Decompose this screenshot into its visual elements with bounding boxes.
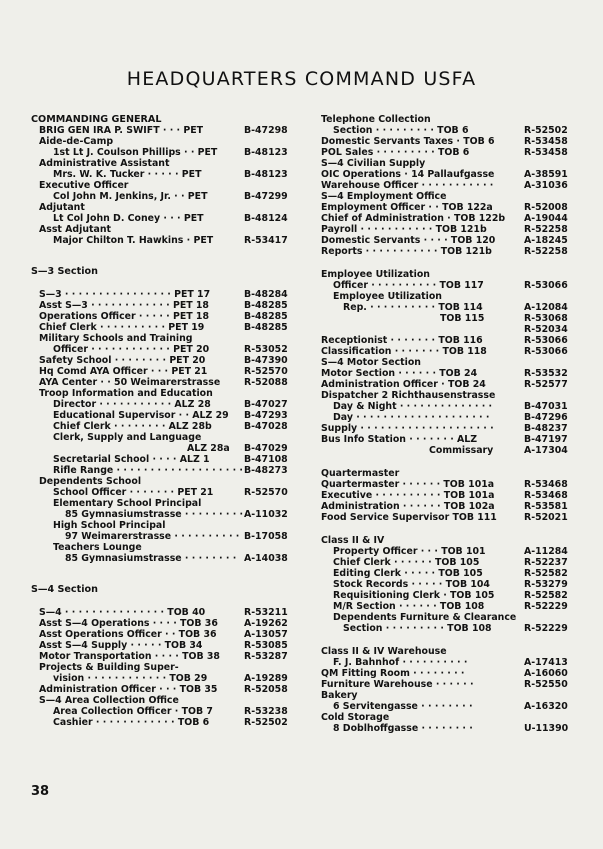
phone-number: B-48124: [244, 213, 288, 224]
directory-entry: [31, 465, 289, 476]
directory-entry: [31, 487, 289, 498]
phone-number: A-19044: [524, 213, 568, 224]
entry-label: Executive · · · · · · · · · · TOB 101a: [321, 490, 495, 501]
entry-label: Operations Officer · · · · · PET 18: [39, 311, 209, 322]
entry-label: Safety School · · · · · · · · PET 20: [39, 355, 206, 366]
entry-label: ALZ 28a: [187, 443, 230, 454]
directory-entry: [31, 322, 289, 333]
directory-entry: [317, 125, 571, 136]
entry-label: Educational Supervisor · · ALZ 29: [53, 410, 229, 421]
phone-number: R-52058: [244, 684, 288, 695]
entry-label: Dependents Furniture & Clearance: [333, 612, 517, 623]
phone-number: A-11032: [244, 509, 288, 520]
entry-label: Administration Officer · TOB 24: [321, 379, 486, 390]
directory-entry: [31, 377, 289, 388]
phone-number: R-53468: [524, 479, 568, 490]
directory-entry: [31, 651, 289, 662]
spacer: [317, 456, 571, 468]
entry-label: Telephone Collection: [321, 114, 431, 125]
entry-label: Administrative Assistant: [39, 158, 170, 169]
phone-number: B-47298: [244, 125, 288, 136]
phone-number: R-53468: [524, 490, 568, 501]
entry-label: Commissary: [429, 445, 494, 456]
phone-number: R-53066: [524, 346, 568, 357]
entry-label: S—4 Employment Office: [321, 191, 447, 202]
phone-number: R-53211: [244, 607, 288, 618]
entry-label: Officer · · · · · · · · · · TOB 117: [333, 280, 484, 291]
entry-label: Dispatcher 2 Richthausenstrasse: [321, 390, 496, 401]
directory-entry: [317, 501, 571, 512]
entry-label: School Officer · · · · · · · PET 21: [53, 487, 214, 498]
section-heading: S—4 Section: [31, 584, 98, 595]
phone-number: B-47299: [244, 191, 288, 202]
entry-label: Mrs. W. K. Tucker · · · · · PET: [53, 169, 202, 180]
spacer: [317, 257, 571, 269]
directory-entry: [31, 235, 289, 246]
entry-label: S—3 · · · · · · · · · · · · · · · · PET 17: [39, 289, 211, 300]
page-title: HEADQUARTERS COMMAND USFA: [126, 68, 477, 90]
entry-label: Director · · · · · · · · · · · ALZ 28: [53, 399, 211, 410]
entry-label: M/R Section · · · · · · TOB 108: [333, 601, 485, 612]
directory-entry: [31, 311, 289, 322]
phone-number: U-11390: [524, 723, 569, 734]
phone-number: R-53581: [524, 501, 568, 512]
entry-label: Class II & IV: [321, 535, 385, 546]
directory-entry: [31, 224, 289, 235]
section-heading: COMMANDING GENERAL: [31, 114, 162, 125]
phone-number: B-48285: [244, 300, 288, 311]
entry-label: 6 Servitengasse · · · · · · · ·: [333, 701, 473, 712]
directory-entry: [31, 180, 289, 191]
directory-entry: [317, 601, 571, 612]
entry-label: 8 Doblhoffgasse · · · · · · · ·: [333, 723, 473, 734]
entry-label: Rifle Range · · · · · · · · · · · · · · · · · · ·: [53, 465, 243, 476]
directory-entry: [317, 213, 571, 224]
directory-entry: [317, 657, 571, 668]
directory-entry: [317, 291, 571, 302]
entry-label: Chief Clerk · · · · · · · · · · PET 19: [39, 322, 205, 333]
directory-entry: [317, 468, 571, 479]
directory-entry: [31, 399, 289, 410]
directory-entry: [317, 390, 571, 401]
directory-entry: [317, 445, 571, 456]
entry-label: F. J. Bahnhof · · · · · · · · · ·: [333, 657, 468, 668]
directory-entry: [317, 313, 571, 324]
directory-entry: [317, 147, 571, 158]
entry-label: Section · · · · · · · · · TOB 108: [343, 623, 492, 634]
entry-label: Stock Records · · · · · TOB 104: [333, 579, 490, 590]
directory-entry: [31, 213, 289, 224]
directory-entry: [31, 147, 289, 158]
phone-number: R-52008: [524, 202, 568, 213]
entry-label: AYA Center · · 50 Weimarerstrasse: [39, 377, 221, 388]
directory-entry: [317, 535, 571, 546]
phone-number: B-47293: [244, 410, 288, 421]
phone-number: R-53052: [244, 344, 288, 355]
directory-entry: [31, 553, 289, 564]
entry-label: Chief of Administration · TOB 122b: [321, 213, 506, 224]
phone-number: R-53068: [524, 313, 568, 324]
directory-entry: [31, 191, 289, 202]
directory-entry: [317, 712, 571, 723]
entry-label: TOB 115: [440, 313, 485, 324]
phone-number: B-47029: [244, 443, 288, 454]
directory-entry: [31, 125, 289, 136]
phone-number: B-48273: [244, 465, 288, 476]
phone-number: R-53085: [244, 640, 288, 651]
directory-entry: [317, 434, 571, 445]
directory-entry: [317, 401, 571, 412]
entry-label: Troop Information and Education: [39, 388, 213, 399]
phone-number: B-47296: [524, 412, 568, 423]
entry-label: Rep. · · · · · · · · · · TOB 114: [343, 302, 483, 313]
directory-entry: [31, 202, 289, 213]
directory-entry: [31, 684, 289, 695]
directory-entry: [31, 498, 289, 509]
entry-label: Military Schools and Training: [39, 333, 193, 344]
entry-label: Area Collection Officer · TOB 7: [53, 706, 213, 717]
entry-label: Bus Info Station · · · · · · · ALZ: [321, 434, 478, 445]
directory-entry: [31, 618, 289, 629]
entry-label: Motor Transportation · · · · TOB 38: [39, 651, 220, 662]
phone-number: R-52237: [524, 557, 568, 568]
entry-label: Executive Officer: [39, 180, 129, 191]
directory-entry: [31, 333, 289, 344]
directory-entry: [317, 202, 571, 213]
phone-number: B-48285: [244, 322, 288, 333]
directory-entry: [317, 668, 571, 679]
entry-label: Payroll · · · · · · · · · · · TOB 121b: [321, 224, 487, 235]
entry-label: vision · · · · · · · · · · · · TOB 29: [53, 673, 208, 684]
directory-entry: [31, 695, 289, 706]
entry-label: Domestic Servants Taxes · TOB 6: [321, 136, 495, 147]
directory-entry: [317, 324, 571, 335]
phone-number: A-19289: [244, 673, 288, 684]
spacer: [31, 246, 289, 266]
phone-number: R-52550: [524, 679, 568, 690]
directory-entry: [317, 546, 571, 557]
entry-label: High School Principal: [53, 520, 166, 531]
entry-label: Reports · · · · · · · · · · · TOB 121b: [321, 246, 492, 257]
phone-number: A-16320: [524, 701, 568, 712]
entry-label: Elementary School Principal: [53, 498, 202, 509]
directory-entry: [31, 344, 289, 355]
directory-entry: [317, 557, 571, 568]
entry-label: Domestic Servants · · · · TOB 120: [321, 235, 496, 246]
entry-label: Projects & Building Super-: [39, 662, 179, 673]
entry-label: Asst S—4 Operations · · · · TOB 36: [39, 618, 218, 629]
phone-number: R-52502: [524, 125, 568, 136]
section-heading: S—3 Section: [31, 266, 98, 277]
directory-entry: [317, 191, 571, 202]
entry-label: Warehouse Officer · · · · · · · · · · ·: [321, 180, 494, 191]
directory-entry: [317, 136, 571, 147]
phone-number: R-53287: [244, 651, 288, 662]
directory-entry: [31, 662, 289, 673]
phone-number: B-48285: [244, 311, 288, 322]
spacer: [317, 634, 571, 646]
directory-entry: [31, 531, 289, 542]
directory-entry: [317, 679, 571, 690]
entry-label: 85 Gymnasiumstrasse · · · · · · · ·: [65, 553, 237, 564]
phone-number: R-52570: [244, 487, 288, 498]
phone-number: B-48237: [524, 423, 568, 434]
entry-label: S—4 · · · · · · · · · · · · · · · TOB 40: [39, 607, 206, 618]
directory-entry: [31, 289, 289, 300]
directory-entry: [31, 673, 289, 684]
entry-label: Editing Clerk · · · · · TOB 105: [333, 568, 483, 579]
phone-number: A-19262: [244, 618, 288, 629]
phone-number: A-31036: [524, 180, 568, 191]
entry-label: Classification · · · · · · · TOB 118: [321, 346, 487, 357]
page-number: 38: [31, 784, 50, 799]
directory-entry: [317, 423, 571, 434]
entry-label: Aide-de-Camp: [39, 136, 114, 147]
directory-entry: [317, 412, 571, 423]
directory-entry: [317, 158, 571, 169]
directory-entry: [31, 476, 289, 487]
directory-entry: [317, 490, 571, 501]
entry-label: Receptionist · · · · · · · TOB 116: [321, 335, 483, 346]
directory-entry: [317, 302, 571, 313]
directory-entry: [317, 512, 571, 523]
directory-entry: [317, 224, 571, 235]
phone-number: R-52577: [524, 379, 568, 390]
directory-entry: [317, 579, 571, 590]
entry-label: POL Sales · · · · · · · · · TOB 6: [321, 147, 470, 158]
phone-number: R-53458: [524, 136, 568, 147]
entry-label: Major Chilton T. Hawkins · PET: [53, 235, 214, 246]
directory-entry: [31, 169, 289, 180]
spacer: [31, 277, 289, 289]
phone-number: R-53417: [244, 235, 288, 246]
directory-entry: [31, 640, 289, 651]
entry-label: Asst S—4 Supply · · · · · TOB 34: [39, 640, 203, 651]
phone-number: R-52502: [244, 717, 288, 728]
entry-label: Administration · · · · · · TOB 102a: [321, 501, 495, 512]
entry-label: Day & Night · · · · · · · · · · · · · ·: [333, 401, 493, 412]
directory-entry: [317, 368, 571, 379]
entry-label: Chief Clerk · · · · · · TOB 105: [333, 557, 480, 568]
directory-entry: [317, 269, 571, 280]
phone-number: R-52258: [524, 246, 568, 257]
phone-number: A-17304: [524, 445, 568, 456]
spacer: [31, 595, 289, 607]
entry-label: Property Officer · · · TOB 101: [333, 546, 486, 557]
phone-number: A-17413: [524, 657, 568, 668]
directory-entry: [317, 590, 571, 601]
phone-number: B-47027: [244, 399, 288, 410]
directory-entry: [317, 623, 571, 634]
phone-number: R-52088: [244, 377, 288, 388]
entry-label: Bakery: [321, 690, 358, 701]
entry-label: S—4 Civilian Supply: [321, 158, 426, 169]
phone-number: B-47197: [524, 434, 568, 445]
directory-entry: [317, 723, 571, 734]
directory-entry: [317, 357, 571, 368]
phone-number: B-47108: [244, 454, 288, 465]
phone-number: R-53279: [524, 579, 568, 590]
directory-entry: [31, 443, 289, 454]
directory-entry: [31, 454, 289, 465]
entry-label: Motor Section · · · · · · TOB 24: [321, 368, 478, 379]
directory-entry: [317, 246, 571, 257]
entry-label: Clerk, Supply and Language: [53, 432, 202, 443]
entry-label: 97 Weimarerstrasse · · · · · · · · · ·: [65, 531, 240, 542]
entry-label: Cashier · · · · · · · · · · · · TOB 6: [53, 717, 210, 728]
entry-label: 1st Lt J. Coulson Phillips · · PET: [53, 147, 218, 158]
entry-label: Teachers Lounge: [53, 542, 142, 553]
entry-label: Section · · · · · · · · · TOB 6: [333, 125, 469, 136]
phone-number: R-52570: [244, 366, 288, 377]
entry-label: S—4 Area Collection Office: [39, 695, 179, 706]
directory-entry: [31, 158, 289, 169]
phone-number: B-17058: [244, 531, 288, 542]
phone-number: R-52021: [524, 512, 568, 523]
right-column: [317, 114, 571, 734]
phone-number: R-53532: [524, 368, 568, 379]
directory-entry: [31, 421, 289, 432]
directory-entry: [317, 701, 571, 712]
directory-entry: [317, 335, 571, 346]
entry-label: Officer · · · · · · · · · · · · PET 20: [53, 344, 210, 355]
directory-entry: [317, 235, 571, 246]
phone-number: B-48284: [244, 289, 288, 300]
phone-number: A-18245: [524, 235, 568, 246]
entry-label: OIC Operations · 14 Pallaufgasse: [321, 169, 495, 180]
phone-number: R-52258: [524, 224, 568, 235]
directory-entry: [317, 690, 571, 701]
phone-number: R-52229: [524, 601, 568, 612]
entry-label: Day · · · · · · · · · · · · · · · · · · · ·: [333, 412, 490, 423]
directory-entry: [31, 136, 289, 147]
entry-label: Quartermaster · · · · · · TOB 101a: [321, 479, 495, 490]
directory-entry: [31, 542, 289, 553]
directory-entry: [317, 180, 571, 191]
phone-number: B-47031: [524, 401, 568, 412]
left-column: [31, 114, 289, 728]
phone-number: R-53458: [524, 147, 568, 158]
entry-label: Secretarial School · · · · ALZ 1: [53, 454, 210, 465]
phone-number: R-52582: [524, 590, 568, 601]
entry-label: Cold Storage: [321, 712, 390, 723]
directory-entry: [31, 432, 289, 443]
entry-label: Lt Col John D. Coney · · · PET: [53, 213, 204, 224]
phone-number: R-53238: [244, 706, 288, 717]
entry-label: S—4 Motor Section: [321, 357, 421, 368]
directory-entry: [31, 607, 289, 618]
entry-label: Class II & IV Warehouse: [321, 646, 447, 657]
entry-label: Dependents School: [39, 476, 142, 487]
directory-entry: [31, 706, 289, 717]
directory-entry: [31, 366, 289, 377]
phone-number: A-11284: [524, 546, 568, 557]
phone-number: B-48123: [244, 147, 288, 158]
entry-label: Asst S—3 · · · · · · · · · · · · PET 18: [39, 300, 209, 311]
entry-label: Employment Officer · · TOB 122a: [321, 202, 493, 213]
entry-label: Chief Clerk · · · · · · · · ALZ 28b: [53, 421, 212, 432]
directory-entry: [317, 169, 571, 180]
entry-label: Asst Adjutant: [39, 224, 111, 235]
directory-entry: [317, 280, 571, 291]
phone-number: R-52034: [524, 324, 568, 335]
entry-label: BRIG GEN IRA P. SWIFT · · · PET: [39, 125, 204, 136]
entry-label: 85 Gymnasiumstrasse · · · · · · · · ·: [65, 509, 244, 520]
directory-entry: [31, 388, 289, 399]
directory-entry: [31, 629, 289, 640]
directory-entry: [317, 114, 571, 125]
entry-label: QM Fitting Room · · · · · · · ·: [321, 668, 465, 679]
entry-label: Employee Utilization: [321, 269, 430, 280]
phone-number: R-53066: [524, 280, 568, 291]
directory-entry: [317, 346, 571, 357]
directory-entry: [317, 479, 571, 490]
phone-number: R-53066: [524, 335, 568, 346]
directory-entry: [31, 717, 289, 728]
phone-number: A-14038: [244, 553, 288, 564]
entry-label: Administration Officer · · · TOB 35: [39, 684, 218, 695]
phone-number: R-52582: [524, 568, 568, 579]
entry-label: Food Service Supervisor TOB 111: [321, 512, 497, 523]
spacer: [31, 564, 289, 584]
entry-label: Asst Operations Officer · · TOB 36: [39, 629, 217, 640]
phone-number: B-47028: [244, 421, 288, 432]
directory-entry: [31, 355, 289, 366]
directory-entry: [31, 300, 289, 311]
directory-entry: [31, 509, 289, 520]
phone-number: A-16060: [524, 668, 568, 679]
directory-entry: [31, 410, 289, 421]
entry-label: Furniture Warehouse · · · · · ·: [321, 679, 474, 690]
directory-entry: [317, 568, 571, 579]
spacer: [317, 523, 571, 535]
phone-number: A-38591: [524, 169, 568, 180]
entry-label: Col John M. Jenkins, Jr. · · PET: [53, 191, 208, 202]
phone-number: B-48123: [244, 169, 288, 180]
phone-number: A-13057: [244, 629, 288, 640]
phone-number: B-47390: [244, 355, 288, 366]
entry-label: Quartermaster: [321, 468, 400, 479]
entry-label: Hq Comd AYA Officer · · · PET 21: [39, 366, 208, 377]
entry-label: Adjutant: [39, 202, 85, 213]
directory-entry: [31, 520, 289, 531]
directory-entry: [317, 646, 571, 657]
entry-label: Supply · · · · · · · · · · · · · · · · · · · ·: [321, 423, 494, 434]
directory-entry: [317, 379, 571, 390]
directory-entry: [317, 612, 571, 623]
entry-label: Requisitioning Clerk · TOB 105: [333, 590, 495, 601]
phone-number: R-52229: [524, 623, 568, 634]
entry-label: Employee Utilization: [333, 291, 442, 302]
phone-number: A-12084: [524, 302, 568, 313]
